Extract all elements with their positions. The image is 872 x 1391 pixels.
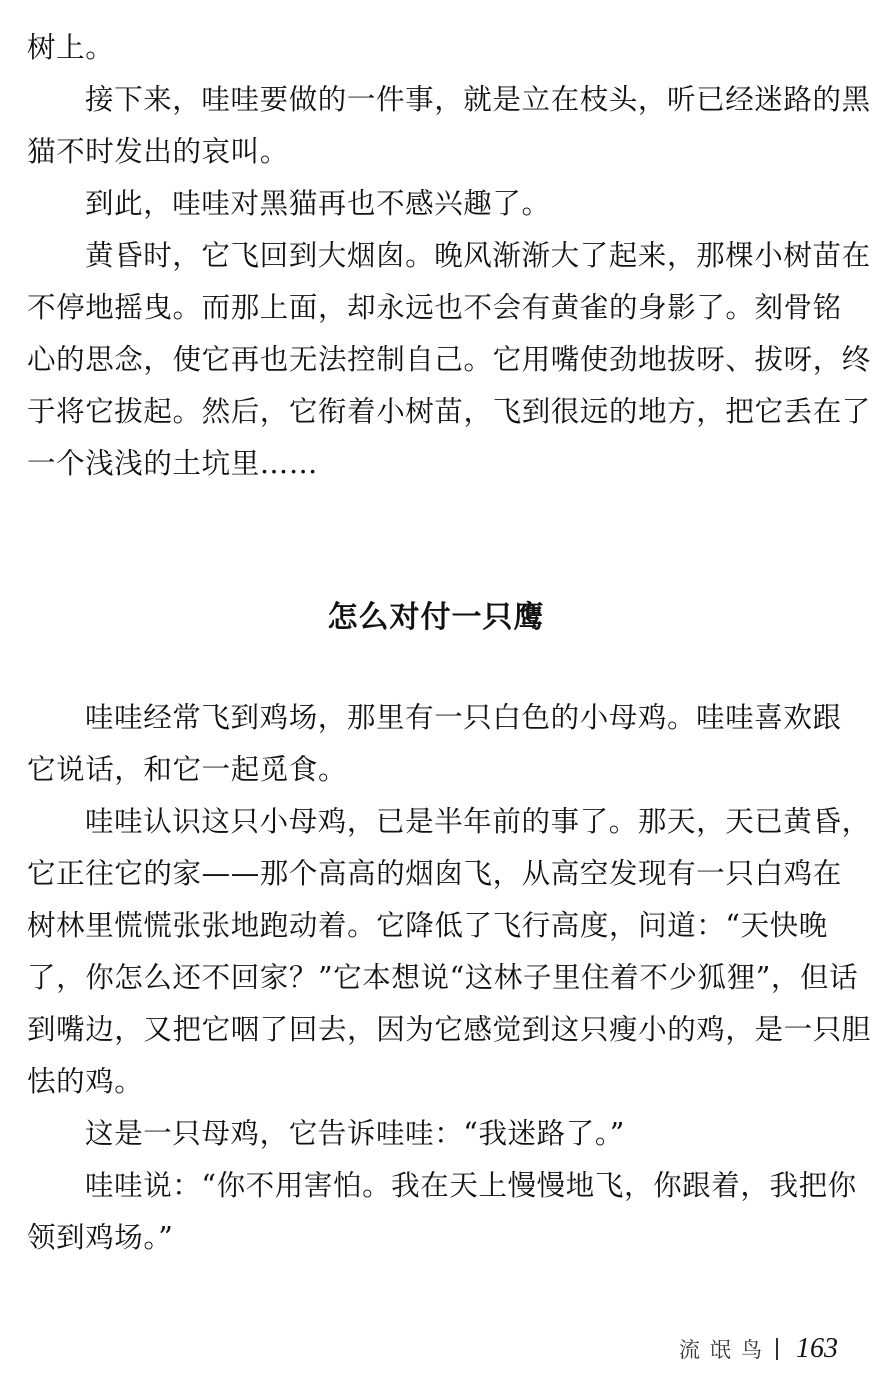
text-line: 不停地摇曳。而那上面，却永远也不会有黄雀的身影了。刻骨铭: [27, 291, 842, 324]
text-line: 哇哇经常飞到鸡场，那里有一只白色的小母鸡。哇哇喜欢跟: [85, 701, 842, 734]
text-line: 于将它拔起。然后，它衔着小树苗，飞到很远的地方，把它丢在了: [27, 395, 871, 428]
text-line: 了，你怎么还不回家？”它本想说“这林子里住着不少狐狸”，但话: [27, 961, 859, 994]
text-line: 到嘴边，又把它咽了回去，因为它感觉到这只瘦小的鸡，是一只胆: [27, 1013, 871, 1046]
text-line: 心的思念，使它再也无法控制自己。它用嘴使劲地拔呀、拔呀，终: [27, 343, 871, 376]
text-line: 一个浅浅的土坑里……: [27, 447, 319, 480]
chapter-title: 怎么对付一只鹰: [327, 600, 545, 635]
text-line: 树上。: [27, 31, 115, 64]
text-line: 黄昏时，它飞回到大烟囱。晚风渐渐大了起来，那棵小树苗在: [85, 239, 871, 272]
text-line: 哇哇认识这只小母鸡，已是半年前的事了。那天，天已黄昏，: [85, 805, 871, 838]
text-line: 它说话，和它一起觅食。: [27, 753, 348, 786]
section-chapter-body: [27, 692, 871, 1264]
text-line: 接下来，哇哇要做的一件事，就是立在枝头，听已经迷路的黑: [85, 83, 871, 116]
page-footer: [679, 1333, 838, 1365]
text-line: 树林里慌慌张张地跑动着。它降低了飞行高度，问道：“天快晚: [27, 909, 828, 942]
text-line: 怯的鸡。: [27, 1065, 144, 1098]
text-line: 猫不时发出的哀叫。: [27, 135, 289, 168]
page-number: 163: [796, 1333, 838, 1364]
text-line: 到此，哇哇对黑猫再也不感兴趣了。: [85, 187, 551, 220]
text-line: 哇哇说：“你不用害怕。我在天上慢慢地飞，你跟着，我把你: [85, 1169, 857, 1202]
text-line: 领到鸡场。”: [27, 1221, 174, 1254]
text-line: 它正往它的家——那个高高的烟囱飞，从高空发现有一只白鸡在: [27, 857, 842, 890]
text-line: 这是一只母鸡，它告诉哇哇：“我迷路了。”: [85, 1117, 625, 1150]
footer-divider: [776, 1338, 778, 1360]
running-book-title: 流氓鸟: [679, 1338, 772, 1362]
section-previous-story: [27, 22, 871, 490]
